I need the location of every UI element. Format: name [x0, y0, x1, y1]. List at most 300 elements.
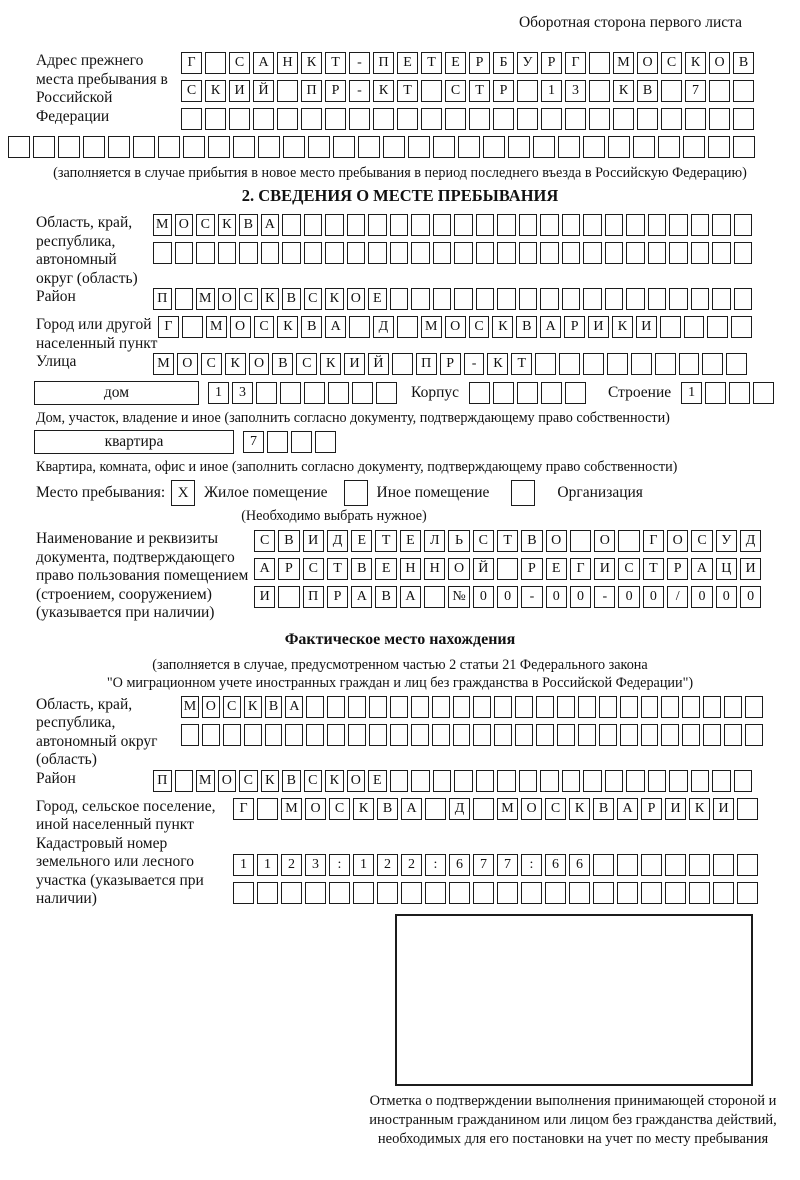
- char-cell[interactable]: [83, 136, 105, 158]
- char-cell[interactable]: [734, 242, 753, 264]
- char-cell[interactable]: Т: [497, 530, 518, 552]
- char-cell[interactable]: Р: [440, 353, 461, 375]
- char-cell[interactable]: О: [445, 316, 466, 338]
- char-cell[interactable]: К: [569, 798, 590, 820]
- char-cell[interactable]: Р: [278, 558, 299, 580]
- char-cell[interactable]: 2: [377, 854, 398, 876]
- char-cell[interactable]: -: [521, 586, 542, 608]
- char-cell[interactable]: [469, 382, 490, 404]
- char-cell[interactable]: К: [225, 353, 246, 375]
- char-cell[interactable]: [583, 214, 602, 236]
- char-cell[interactable]: Г: [643, 530, 664, 552]
- char-cell[interactable]: Г: [565, 52, 586, 74]
- char-cell[interactable]: Г: [181, 52, 202, 74]
- char-cell[interactable]: 0: [570, 586, 591, 608]
- char-cell[interactable]: [493, 108, 514, 130]
- char-cell[interactable]: Т: [469, 80, 490, 102]
- char-cell[interactable]: [599, 696, 617, 718]
- char-cell[interactable]: [256, 382, 277, 404]
- char-cell[interactable]: [712, 770, 731, 792]
- char-cell[interactable]: [665, 854, 686, 876]
- char-cell[interactable]: [703, 696, 721, 718]
- char-cell[interactable]: Д: [373, 316, 394, 338]
- char-cell[interactable]: [348, 724, 366, 746]
- char-cell[interactable]: [669, 288, 688, 310]
- char-cell[interactable]: [328, 382, 349, 404]
- char-cell[interactable]: :: [329, 854, 350, 876]
- char-cell[interactable]: Е: [368, 770, 387, 792]
- char-cell[interactable]: И: [636, 316, 657, 338]
- char-cell[interactable]: [175, 288, 194, 310]
- char-cell[interactable]: К: [492, 316, 513, 338]
- char-cell[interactable]: 6: [569, 854, 590, 876]
- char-cell[interactable]: К: [325, 770, 344, 792]
- char-cell[interactable]: Г: [158, 316, 179, 338]
- char-cell[interactable]: [648, 214, 667, 236]
- char-cell[interactable]: [383, 136, 405, 158]
- char-cell[interactable]: [605, 288, 624, 310]
- char-cell[interactable]: [58, 136, 80, 158]
- char-cell[interactable]: [424, 586, 445, 608]
- char-cell[interactable]: [565, 382, 586, 404]
- char-cell[interactable]: [734, 288, 753, 310]
- char-cell[interactable]: 1: [233, 854, 254, 876]
- char-cell[interactable]: С: [303, 558, 324, 580]
- char-cell[interactable]: К: [320, 353, 341, 375]
- char-cell[interactable]: [397, 108, 418, 130]
- char-cell[interactable]: И: [713, 798, 734, 820]
- char-cell[interactable]: [521, 882, 542, 904]
- char-cell[interactable]: [291, 431, 312, 453]
- char-cell[interactable]: О: [177, 353, 198, 375]
- char-cell[interactable]: [583, 353, 604, 375]
- char-cell[interactable]: [626, 242, 645, 264]
- char-cell[interactable]: -: [349, 80, 370, 102]
- char-cell[interactable]: 6: [545, 854, 566, 876]
- char-cell[interactable]: Р: [325, 80, 346, 102]
- char-cell[interactable]: [707, 316, 728, 338]
- char-cell[interactable]: [476, 242, 495, 264]
- char-cell[interactable]: Т: [643, 558, 664, 580]
- char-cell[interactable]: [233, 136, 255, 158]
- char-cell[interactable]: [517, 382, 538, 404]
- char-cell[interactable]: [703, 724, 721, 746]
- char-cell[interactable]: Д: [327, 530, 348, 552]
- char-cell[interactable]: [731, 316, 752, 338]
- char-cell[interactable]: О: [667, 530, 688, 552]
- char-cell[interactable]: [181, 108, 202, 130]
- char-cell[interactable]: [425, 882, 446, 904]
- char-cell[interactable]: А: [351, 586, 372, 608]
- char-cell[interactable]: [583, 288, 602, 310]
- char-cell[interactable]: [473, 724, 491, 746]
- char-cell[interactable]: Е: [400, 530, 421, 552]
- char-cell[interactable]: [633, 136, 655, 158]
- char-cell[interactable]: [734, 214, 753, 236]
- char-cell[interactable]: [473, 696, 491, 718]
- char-cell[interactable]: [589, 80, 610, 102]
- char-cell[interactable]: [327, 696, 345, 718]
- char-cell[interactable]: [729, 382, 750, 404]
- char-cell[interactable]: [469, 108, 490, 130]
- char-cell[interactable]: [390, 696, 408, 718]
- char-cell[interactable]: [515, 724, 533, 746]
- char-cell[interactable]: [208, 136, 230, 158]
- char-cell[interactable]: [519, 242, 538, 264]
- char-cell[interactable]: [661, 80, 682, 102]
- checkbox-zhiloe[interactable]: X: [171, 480, 195, 506]
- char-cell[interactable]: [691, 242, 710, 264]
- char-cell[interactable]: /: [667, 586, 688, 608]
- char-cell[interactable]: В: [593, 798, 614, 820]
- char-cell[interactable]: [325, 214, 344, 236]
- char-cell[interactable]: [661, 108, 682, 130]
- char-cell[interactable]: К: [261, 770, 280, 792]
- char-cell[interactable]: [541, 382, 562, 404]
- char-cell[interactable]: [421, 108, 442, 130]
- char-cell[interactable]: [277, 80, 298, 102]
- char-cell[interactable]: [408, 136, 430, 158]
- char-cell[interactable]: [709, 80, 730, 102]
- char-cell[interactable]: Й: [473, 558, 494, 580]
- char-cell[interactable]: [445, 108, 466, 130]
- char-cell[interactable]: [648, 288, 667, 310]
- char-cell[interactable]: В: [239, 214, 258, 236]
- char-cell[interactable]: О: [709, 52, 730, 74]
- char-cell[interactable]: Р: [667, 558, 688, 580]
- char-cell[interactable]: [562, 214, 581, 236]
- char-cell[interactable]: [397, 316, 418, 338]
- char-cell[interactable]: О: [175, 214, 194, 236]
- char-cell[interactable]: [641, 882, 662, 904]
- char-cell[interactable]: [593, 854, 614, 876]
- char-cell[interactable]: С: [618, 558, 639, 580]
- char-cell[interactable]: А: [691, 558, 712, 580]
- char-cell[interactable]: [641, 854, 662, 876]
- char-cell[interactable]: Т: [421, 52, 442, 74]
- char-cell[interactable]: [377, 882, 398, 904]
- char-cell[interactable]: [306, 724, 324, 746]
- char-cell[interactable]: [724, 724, 742, 746]
- char-cell[interactable]: Т: [397, 80, 418, 102]
- char-cell[interactable]: С: [239, 770, 258, 792]
- char-cell[interactable]: Д: [740, 530, 761, 552]
- char-cell[interactable]: [494, 696, 512, 718]
- char-cell[interactable]: [390, 214, 409, 236]
- char-cell[interactable]: [605, 242, 624, 264]
- char-cell[interactable]: И: [229, 80, 250, 102]
- char-cell[interactable]: А: [253, 52, 274, 74]
- char-cell[interactable]: [390, 242, 409, 264]
- char-cell[interactable]: [278, 586, 299, 608]
- char-cell[interactable]: А: [400, 586, 421, 608]
- char-cell[interactable]: 0: [691, 586, 712, 608]
- char-cell[interactable]: [540, 214, 559, 236]
- char-cell[interactable]: 1: [681, 382, 702, 404]
- char-cell[interactable]: О: [347, 770, 366, 792]
- char-cell[interactable]: [658, 136, 680, 158]
- char-cell[interactable]: [557, 724, 575, 746]
- char-cell[interactable]: [257, 798, 278, 820]
- char-cell[interactable]: 7: [497, 854, 518, 876]
- char-cell[interactable]: П: [416, 353, 437, 375]
- char-cell[interactable]: [349, 108, 370, 130]
- char-cell[interactable]: [454, 242, 473, 264]
- char-cell[interactable]: [280, 382, 301, 404]
- char-cell[interactable]: [618, 530, 639, 552]
- char-cell[interactable]: К: [373, 80, 394, 102]
- char-cell[interactable]: 7: [473, 854, 494, 876]
- char-cell[interactable]: [682, 724, 700, 746]
- char-cell[interactable]: [559, 353, 580, 375]
- char-cell[interactable]: [620, 724, 638, 746]
- char-cell[interactable]: Е: [546, 558, 567, 580]
- char-cell[interactable]: [724, 696, 742, 718]
- char-cell[interactable]: А: [261, 214, 280, 236]
- char-cell[interactable]: Е: [368, 288, 387, 310]
- char-cell[interactable]: [433, 136, 455, 158]
- char-cell[interactable]: С: [304, 770, 323, 792]
- char-cell[interactable]: [569, 882, 590, 904]
- char-cell[interactable]: [411, 242, 430, 264]
- char-cell[interactable]: [257, 882, 278, 904]
- char-cell[interactable]: Р: [469, 52, 490, 74]
- char-cell[interactable]: [253, 108, 274, 130]
- char-cell[interactable]: [315, 431, 336, 453]
- char-cell[interactable]: [712, 242, 731, 264]
- char-cell[interactable]: И: [588, 316, 609, 338]
- char-cell[interactable]: [533, 136, 555, 158]
- char-cell[interactable]: [557, 696, 575, 718]
- char-cell[interactable]: И: [303, 530, 324, 552]
- char-cell[interactable]: С: [329, 798, 350, 820]
- char-cell[interactable]: [453, 696, 471, 718]
- char-cell[interactable]: [515, 696, 533, 718]
- char-cell[interactable]: П: [153, 770, 172, 792]
- char-cell[interactable]: [712, 214, 731, 236]
- char-cell[interactable]: О: [202, 696, 220, 718]
- char-cell[interactable]: [733, 136, 755, 158]
- char-cell[interactable]: [682, 696, 700, 718]
- char-cell[interactable]: [175, 242, 194, 264]
- char-cell[interactable]: [712, 288, 731, 310]
- char-cell[interactable]: [368, 214, 387, 236]
- char-cell[interactable]: П: [301, 80, 322, 102]
- char-cell[interactable]: 0: [740, 586, 761, 608]
- char-cell[interactable]: [605, 214, 624, 236]
- char-cell[interactable]: К: [353, 798, 374, 820]
- char-cell[interactable]: [493, 382, 514, 404]
- char-cell[interactable]: М: [281, 798, 302, 820]
- char-cell[interactable]: [258, 136, 280, 158]
- char-cell[interactable]: :: [521, 854, 542, 876]
- char-cell[interactable]: О: [305, 798, 326, 820]
- char-cell[interactable]: [679, 353, 700, 375]
- char-cell[interactable]: 1: [541, 80, 562, 102]
- char-cell[interactable]: [196, 242, 215, 264]
- char-cell[interactable]: М: [497, 798, 518, 820]
- char-cell[interactable]: О: [347, 288, 366, 310]
- char-cell[interactable]: С: [691, 530, 712, 552]
- char-cell[interactable]: С: [239, 288, 258, 310]
- char-cell[interactable]: М: [196, 770, 215, 792]
- char-cell[interactable]: [497, 882, 518, 904]
- char-cell[interactable]: [745, 724, 763, 746]
- char-cell[interactable]: [108, 136, 130, 158]
- char-cell[interactable]: О: [448, 558, 469, 580]
- char-cell[interactable]: Р: [564, 316, 585, 338]
- char-cell[interactable]: [607, 353, 628, 375]
- char-cell[interactable]: В: [265, 696, 283, 718]
- char-cell[interactable]: [282, 242, 301, 264]
- char-cell[interactable]: [390, 288, 409, 310]
- char-cell[interactable]: О: [521, 798, 542, 820]
- char-cell[interactable]: [425, 798, 446, 820]
- char-cell[interactable]: [433, 242, 452, 264]
- char-cell[interactable]: [648, 242, 667, 264]
- char-cell[interactable]: [753, 382, 774, 404]
- char-cell[interactable]: Т: [511, 353, 532, 375]
- char-cell[interactable]: У: [716, 530, 737, 552]
- char-cell[interactable]: [304, 242, 323, 264]
- char-cell[interactable]: [282, 214, 301, 236]
- char-cell[interactable]: [669, 770, 688, 792]
- char-cell[interactable]: [705, 382, 726, 404]
- char-cell[interactable]: М: [421, 316, 442, 338]
- char-cell[interactable]: [570, 530, 591, 552]
- char-cell[interactable]: 0: [716, 586, 737, 608]
- char-cell[interactable]: 0: [618, 586, 639, 608]
- char-cell[interactable]: 0: [546, 586, 567, 608]
- char-cell[interactable]: К: [325, 288, 344, 310]
- char-cell[interactable]: [626, 214, 645, 236]
- char-cell[interactable]: -: [594, 586, 615, 608]
- char-cell[interactable]: [648, 770, 667, 792]
- char-cell[interactable]: Н: [400, 558, 421, 580]
- char-cell[interactable]: А: [254, 558, 275, 580]
- char-cell[interactable]: [669, 214, 688, 236]
- char-cell[interactable]: [181, 724, 199, 746]
- char-cell[interactable]: [540, 288, 559, 310]
- char-cell[interactable]: [660, 316, 681, 338]
- char-cell[interactable]: Й: [368, 353, 389, 375]
- char-cell[interactable]: В: [351, 558, 372, 580]
- char-cell[interactable]: [411, 770, 430, 792]
- char-cell[interactable]: В: [282, 288, 301, 310]
- char-cell[interactable]: [536, 724, 554, 746]
- char-cell[interactable]: [277, 108, 298, 130]
- char-cell[interactable]: [497, 288, 516, 310]
- char-cell[interactable]: С: [304, 288, 323, 310]
- char-cell[interactable]: [734, 770, 753, 792]
- char-cell[interactable]: [183, 136, 205, 158]
- char-cell[interactable]: [593, 882, 614, 904]
- char-cell[interactable]: В: [733, 52, 754, 74]
- char-cell[interactable]: О: [249, 353, 270, 375]
- char-cell[interactable]: [133, 136, 155, 158]
- char-cell[interactable]: [476, 288, 495, 310]
- char-cell[interactable]: [347, 214, 366, 236]
- char-cell[interactable]: 0: [643, 586, 664, 608]
- char-cell[interactable]: Б: [493, 52, 514, 74]
- char-cell[interactable]: 3: [232, 382, 253, 404]
- char-cell[interactable]: [691, 214, 710, 236]
- char-cell[interactable]: Т: [327, 558, 348, 580]
- char-cell[interactable]: [205, 52, 226, 74]
- char-cell[interactable]: Ь: [448, 530, 469, 552]
- char-cell[interactable]: 6: [449, 854, 470, 876]
- char-cell[interactable]: [421, 80, 442, 102]
- char-cell[interactable]: С: [254, 316, 275, 338]
- char-cell[interactable]: [691, 770, 710, 792]
- char-cell[interactable]: [583, 770, 602, 792]
- char-cell[interactable]: [432, 696, 450, 718]
- char-cell[interactable]: К: [487, 353, 508, 375]
- char-cell[interactable]: [708, 136, 730, 158]
- char-cell[interactable]: Г: [233, 798, 254, 820]
- char-cell[interactable]: [352, 382, 373, 404]
- char-cell[interactable]: [613, 108, 634, 130]
- char-cell[interactable]: [641, 724, 659, 746]
- char-cell[interactable]: 0: [497, 586, 518, 608]
- char-cell[interactable]: О: [637, 52, 658, 74]
- char-cell[interactable]: [589, 52, 610, 74]
- char-cell[interactable]: [661, 696, 679, 718]
- char-cell[interactable]: [733, 80, 754, 102]
- char-cell[interactable]: [449, 882, 470, 904]
- char-cell[interactable]: А: [285, 696, 303, 718]
- char-cell[interactable]: [562, 242, 581, 264]
- char-cell[interactable]: [305, 882, 326, 904]
- char-cell[interactable]: В: [377, 798, 398, 820]
- char-cell[interactable]: [433, 770, 452, 792]
- char-cell[interactable]: [661, 724, 679, 746]
- char-cell[interactable]: [565, 108, 586, 130]
- char-cell[interactable]: [608, 136, 630, 158]
- char-cell[interactable]: С: [181, 80, 202, 102]
- char-cell[interactable]: [713, 854, 734, 876]
- char-cell[interactable]: [655, 353, 676, 375]
- char-cell[interactable]: [497, 214, 516, 236]
- char-cell[interactable]: [376, 382, 397, 404]
- char-cell[interactable]: К: [689, 798, 710, 820]
- char-cell[interactable]: [702, 353, 723, 375]
- char-cell[interactable]: [8, 136, 30, 158]
- char-cell[interactable]: 2: [401, 854, 422, 876]
- char-cell[interactable]: [458, 136, 480, 158]
- char-cell[interactable]: [411, 724, 429, 746]
- char-cell[interactable]: [631, 353, 652, 375]
- char-cell[interactable]: [306, 696, 324, 718]
- char-cell[interactable]: [494, 724, 512, 746]
- char-cell[interactable]: [205, 108, 226, 130]
- char-cell[interactable]: К: [244, 696, 262, 718]
- char-cell[interactable]: А: [540, 316, 561, 338]
- char-cell[interactable]: М: [613, 52, 634, 74]
- char-cell[interactable]: [353, 882, 374, 904]
- char-cell[interactable]: [626, 288, 645, 310]
- char-cell[interactable]: О: [594, 530, 615, 552]
- char-cell[interactable]: [433, 288, 452, 310]
- char-cell[interactable]: [683, 136, 705, 158]
- char-cell[interactable]: [218, 242, 237, 264]
- char-cell[interactable]: [605, 770, 624, 792]
- char-cell[interactable]: [358, 136, 380, 158]
- char-cell[interactable]: [473, 882, 494, 904]
- char-cell[interactable]: [411, 214, 430, 236]
- char-cell[interactable]: [301, 108, 322, 130]
- char-cell[interactable]: [233, 882, 254, 904]
